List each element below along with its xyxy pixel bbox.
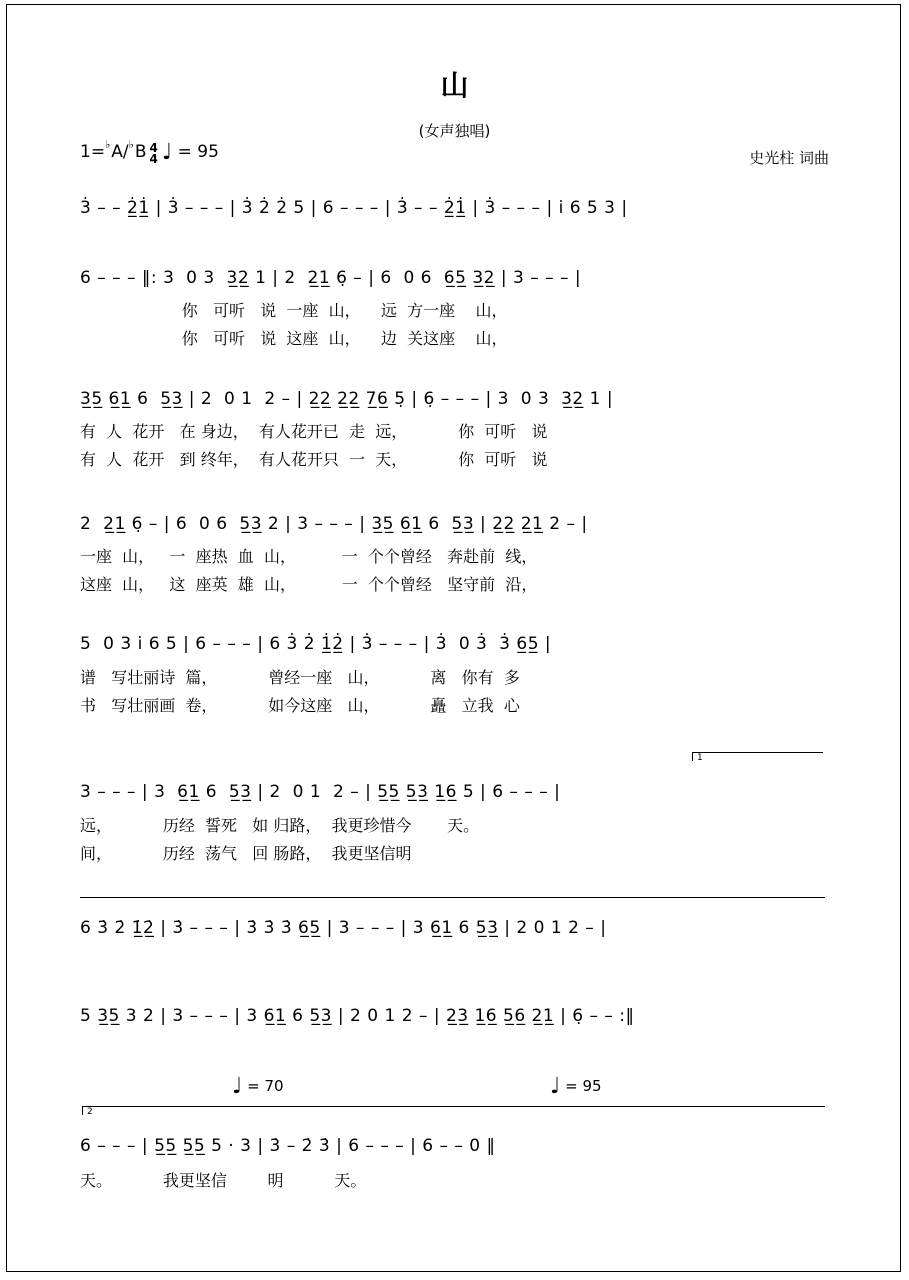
second-ending-bracket	[82, 1106, 825, 1115]
lyrics-row-6-verse-1: 远， 历经 誓死 如 归路， 我更珍惜今 天。	[80, 816, 480, 835]
first-ending-bracket	[692, 752, 823, 761]
time-bottom: 4	[149, 152, 158, 166]
quarter-note-icon: ♩	[550, 1074, 561, 1099]
tempo-value: = 95	[177, 142, 219, 162]
score-row-7: 6 3̇ 2̇ 1̲̇2̲̇ | 3̇ – – – | 3̇ 3̇ 3̇ 6̲5̲ | 3 – – – | 3 6̲1̲ 6 5̲3̲ | 2 0 1 2 – |	[80, 918, 607, 938]
score-row-2: 6 – – – ‖: 3 0 3 3̲2̲ 1 | 2 2̲1̲ 6̣ – | 6 0 6 6̲5̲ 3̲2̲ | 3 – – – |	[80, 268, 582, 288]
second-ending-number: 2	[87, 1107, 93, 1117]
tempo-marking-70: ♩ = 70	[232, 1074, 284, 1099]
lyrics-row-3-verse-1: 有 人 花开 在 身边， 有人花开已 走 远， 你 可听 说	[80, 422, 548, 441]
time-signature	[150, 143, 158, 165]
lyrics-row-5-verse-1: 谱 写壮丽诗 篇， 曾经一座 山， 离 你有 多	[80, 668, 520, 687]
first-ending-number: 1	[697, 753, 703, 763]
song-subtitle: (女声独唱)	[418, 122, 491, 140]
lyrics-row-4-verse-2: 这座 山， 这 座英 雄 山， 一 个个曾经 坚守前 沿，	[80, 575, 538, 594]
lyrics-row-5-verse-2: 书 写壮丽画 卷， 如今这座 山， 矗 立我 心	[80, 696, 520, 715]
lyrics-row-4-verse-1: 一座 山， 一 座热 血 山， 一 个个曾经 奔赴前 线，	[80, 547, 538, 566]
score-row-8: 5 3̲5̲ 3 2 | 3 – – – | 3 6̲1̲ 6 5̲3̲ | 2 0 1 2 – | 2̲3̲ 1̲6̲ 5̲6̲ 2̲1̲ | 6̣ – – :‖	[80, 1006, 635, 1026]
score-row-9: 6 – – – | 5̲5̲ 5̲5̲ 5 · 3 | 3̇ – 2̇ 3̇ | 6 – – – | 6 – – 0 ‖	[80, 1136, 496, 1156]
lyrics-row-2-verse-1: 你 可听 说 一座 山， 远 方一座 山，	[80, 301, 508, 320]
score-row-1: 3̇ – – 2̲̇1̲̇ | 3̇ – – – | 3̇ 2̇ 2̇ 5 | 6 – – – | 3̇ – – 2̲̇1̲̇ | 3̇ – – – | i̇ 6 5 3 |	[80, 198, 628, 218]
lyrics-row-2-verse-2: 你 可听 说 这座 山， 边 关这座 山，	[80, 329, 508, 348]
composer-credit: 史光柱 词曲	[749, 149, 829, 167]
first-ending-line	[80, 897, 825, 898]
key-b: B	[134, 142, 147, 162]
lyrics-row-3-verse-2: 有 人 花开 到 终年， 有人花开只 一 天， 你 可听 说	[80, 450, 548, 469]
time-top: 4	[149, 141, 158, 155]
key-a: A/	[111, 142, 129, 162]
quarter-note-icon: ♩	[232, 1074, 243, 1099]
score-row-4: 2 2̲1̲ 6̣ – | 6 0 6 5̲3̲ 2 | 3 – – – | 3̲5̲ 6̲1̲ 6 5̲3̲ | 2̲2̲ 2̲1̲ 2 – |	[80, 514, 588, 534]
score-row-3: 3̲5̲ 6̲1̲ 6 5̲3̲ | 2 0 1 2 – | 2̲2̲ 2̲2̲ 7̲6̲ 5̣ | 6̣ – – – | 3 0 3 3̲2̲ 1 |	[80, 389, 614, 409]
song-title: 山	[440, 69, 469, 102]
key-prefix: 1=	[80, 142, 106, 162]
tempo-marking-95: ♩ = 95	[550, 1074, 602, 1099]
flat-icon: ♭	[105, 138, 111, 151]
key-signature	[80, 138, 219, 165]
lyrics-row-9: 天。 我更坚信 明 天。	[80, 1171, 367, 1190]
lyrics-row-6-verse-2: 间， 历经 荡气 回 肠路， 我更坚信明	[80, 844, 412, 863]
score-row-5: 5 0 3 i̇ 6 5 | 6 – – – | 6 3̇ 2̇ 1̲̇2̲̇ | 3̇ – – – | 3̇ 0 3̇ 3̇ 6̲5̲ |	[80, 634, 552, 654]
quarter-note-icon: ♩	[161, 140, 173, 165]
flat-icon: ♭	[128, 138, 134, 151]
score-row-6: 3 – – – | 3 6̲1̲ 6 5̲3̲ | 2 0 1 2 – | 5̲5̲ 5̲3̲ 1̲6̲ 5 | 6 – – – |	[80, 782, 561, 802]
